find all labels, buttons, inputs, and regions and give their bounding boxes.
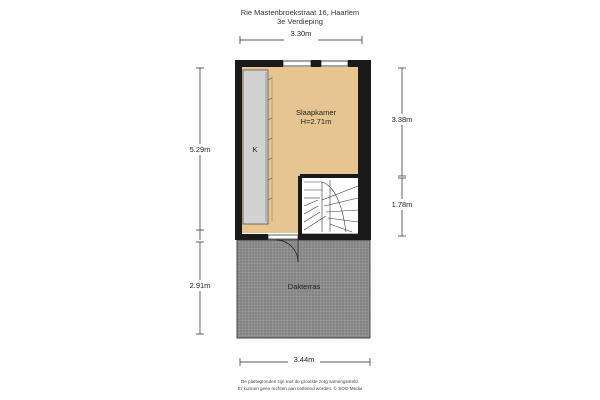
disclaimer-line1: De plattegronden zijn met de grootste zorg samengesteld. <box>241 379 359 384</box>
dim-top-width: 3.30m <box>290 29 312 38</box>
dim-bottom-width: 3.44m <box>293 355 315 364</box>
dim-left-lower: 2.91m <box>189 281 211 290</box>
dim-right-lower: 1.78m <box>391 200 413 209</box>
bedroom-height: H=2.71m <box>300 117 332 126</box>
address-title: Rie Mastenbroekstraat 16, Haarlem <box>240 8 360 17</box>
bedroom-name: Slaapkamer <box>295 108 337 117</box>
dim-right-upper: 3.38m <box>391 115 413 124</box>
dim-left-upper: 5.29m <box>189 145 211 154</box>
floor-title: 3e Verdieping <box>277 17 323 26</box>
terrace-name: Dakterras <box>287 282 321 291</box>
cabinet-label: K <box>252 145 258 154</box>
disclaimer-line2: Er kunnen geen rechten aan ontleend worden. © SOO Media <box>237 386 363 391</box>
